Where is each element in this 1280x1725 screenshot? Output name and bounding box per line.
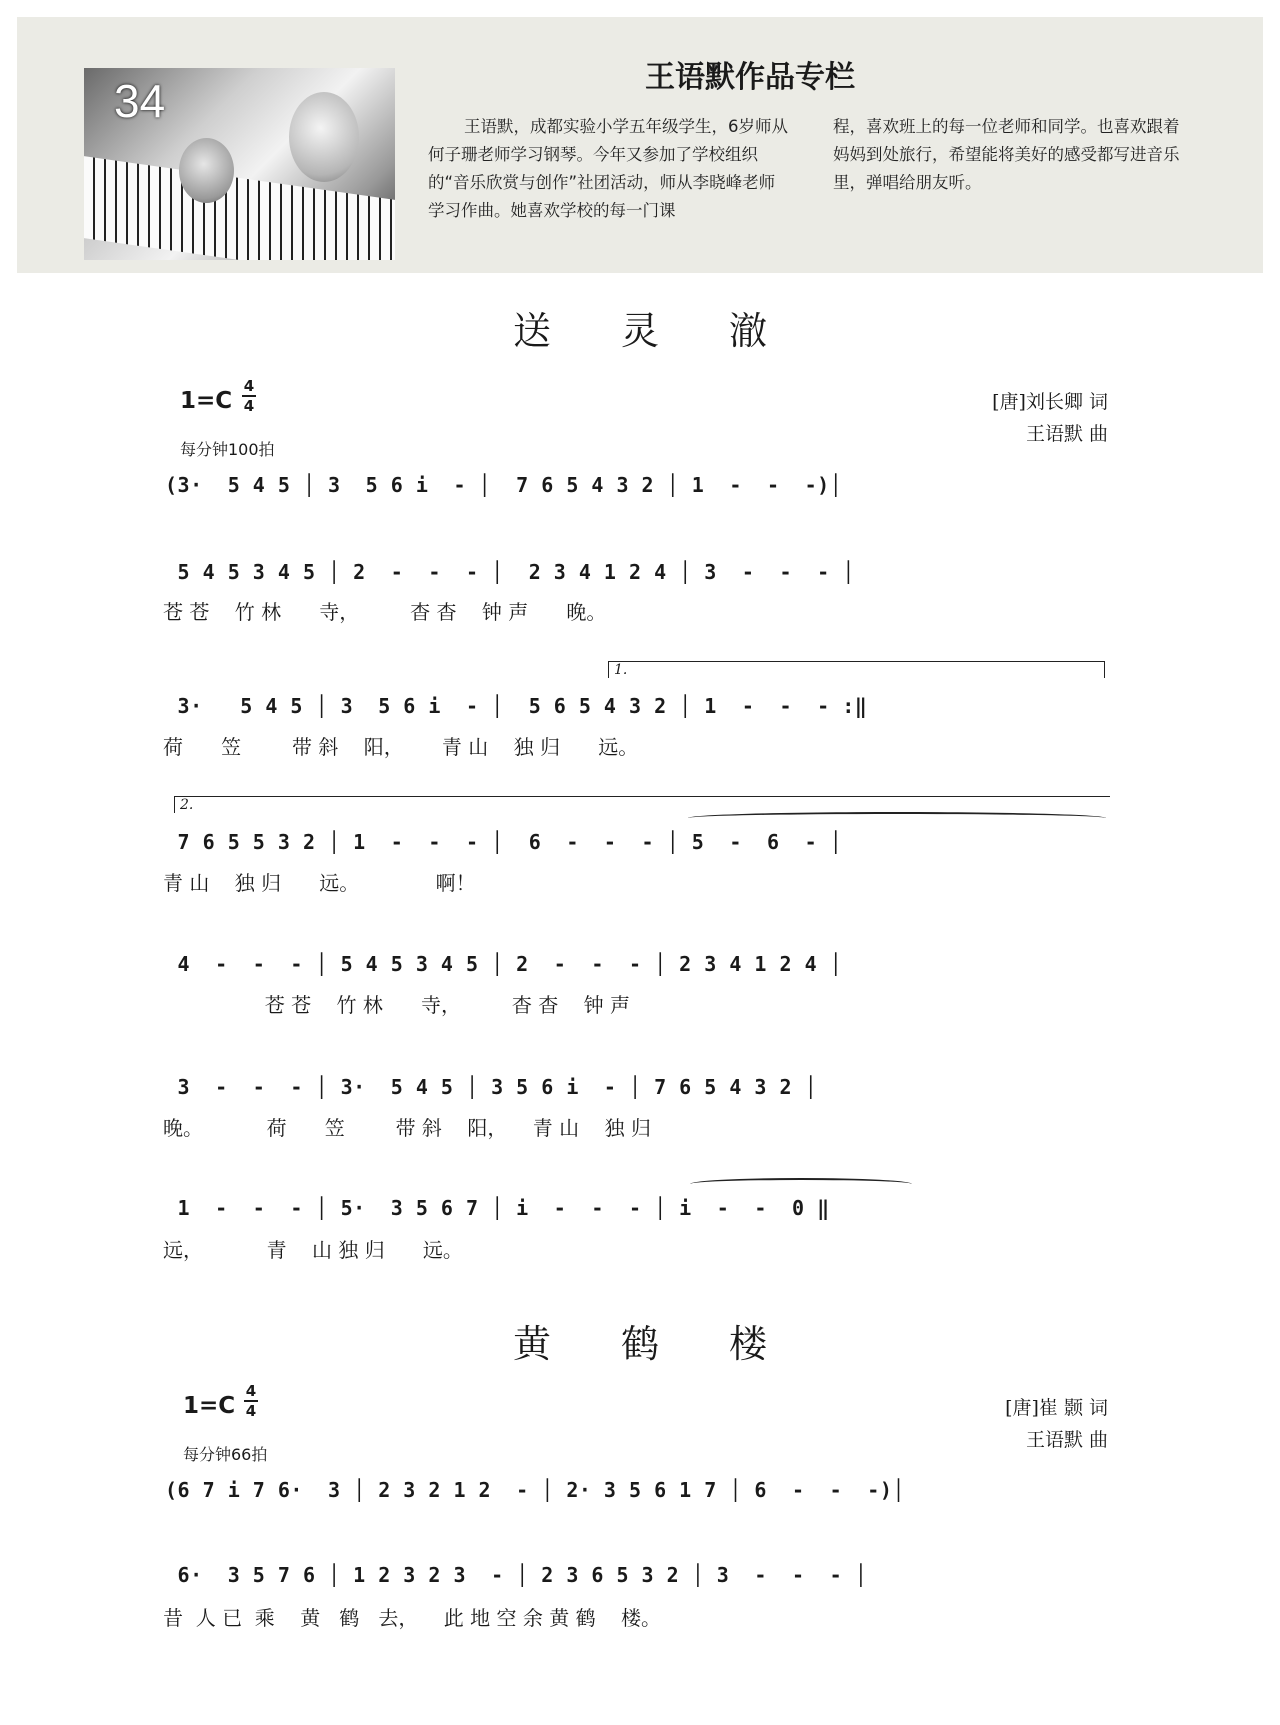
song-credits bbox=[1005, 1392, 1108, 1456]
lyric-line: 苍 苍 竹 林 寺， 杳 杳 钟 声 晚。 bbox=[163, 600, 607, 624]
notation-line: 1 - - - │ 5· 3 5 6 7 │ i - - - │ i - - 0 ‖ bbox=[165, 1196, 830, 1220]
tie-arc bbox=[688, 812, 1106, 824]
tempo-marking: 每分钟100拍 bbox=[180, 440, 275, 459]
lyric-line: 远， 青 山 独 归 远。 bbox=[163, 1238, 463, 1262]
key-signature: 1=C bbox=[180, 388, 233, 414]
lyric-line: 晚。 荷 笠 带 斜 阳， 青 山 独 归 bbox=[163, 1116, 651, 1140]
composer: 王语默 曲 bbox=[1025, 423, 1108, 445]
notation-line: 6· 3 5 7 6 │ 1 2 3 2 3 - │ 2 3 6 5 3 2 │ 3 - - - │ bbox=[165, 1563, 868, 1587]
song-title: 送灵澈 bbox=[512, 309, 837, 353]
notation-line: 4 - - - │ 5 4 5 3 4 5 │ 2 - - - │ 2 3 4 1 2 4 │ bbox=[165, 952, 843, 976]
notation-line: 3· 5 4 5 │ 3 5 6 i - │ 5 6 5 4 3 2 │ 1 - - - :‖ bbox=[165, 694, 868, 718]
lyricist: [唐]刘长卿 词 bbox=[992, 391, 1108, 413]
notation-line: 3 - - - │ 3· 5 4 5 │ 3 5 6 i - │ 7 6 5 4 3 2 │ bbox=[165, 1075, 818, 1099]
lyric-line: 荷 笠 带 斜 阳， 青 山 独 归 远。 bbox=[163, 735, 639, 759]
bio-text-left: 王语默，成都实验小学五年级学生，6岁师从何子珊老师学习钢琴。今年又参加了学校组织的“音乐欣赏与创作”社团活动，师从李晓峰老师学习作曲。她喜欢学校的每一门课 bbox=[428, 117, 788, 220]
key-signature: 1=C bbox=[183, 1393, 236, 1419]
girl-face-image bbox=[289, 92, 359, 182]
tempo-marking: 每分钟66拍 bbox=[183, 1445, 268, 1464]
notation-line: 7 6 5 5 3 2 │ 1 - - - │ 6 - - - │ 5 - 6 - │ bbox=[165, 830, 843, 854]
second-ending-bracket: 2. bbox=[174, 796, 1110, 813]
portrait-photo bbox=[84, 68, 395, 260]
lyricist: [唐]崔 颢 词 bbox=[1005, 1397, 1108, 1419]
piano-keys-image bbox=[84, 156, 395, 260]
notation-line: (6 7 i 7 6· 3 │ 2 3 2 1 2 - │ 2· 3 5 6 1 7 │ 6 - - -)│ bbox=[165, 1478, 905, 1502]
song-credits bbox=[992, 386, 1108, 450]
time-signature: 4 4 bbox=[245, 1382, 257, 1420]
lyric-line: 苍 苍 竹 林 寺， 杳 杳 钟 声 bbox=[163, 993, 631, 1017]
song-title: 黄鹤楼 bbox=[512, 1322, 837, 1366]
first-ending-bracket: 1. bbox=[608, 661, 1105, 678]
tie-arc bbox=[690, 1178, 912, 1190]
lyric-line: 昔 人 已 乘 黄 鹤 去， 此 地 空 余 黄 鹤 楼。 bbox=[163, 1606, 662, 1630]
column-title: 王语默作品专栏 bbox=[645, 60, 855, 95]
notation-line: (3· 5 4 5 │ 3 5 6 i - │ 7 6 5 4 3 2 │ 1 - - -)│ bbox=[165, 473, 843, 497]
time-signature: 4 4 bbox=[243, 377, 255, 415]
bio-text-right: 程，喜欢班上的每一位老师和同学。也喜欢跟着妈妈到处旅行，希望能将美好的感受都写进音乐里，弹唱给朋友听。 bbox=[833, 117, 1180, 192]
composer: 王语默 曲 bbox=[1025, 1429, 1108, 1451]
notation-line: 5 4 5 3 4 5 │ 2 - - - │ 2 3 4 1 2 4 │ 3 - - - │ bbox=[165, 560, 855, 584]
page-number: 34 bbox=[114, 75, 166, 127]
reflection-face-image bbox=[179, 138, 234, 203]
lyric-line: 青 山 独 归 远。 啊！ bbox=[163, 871, 476, 895]
